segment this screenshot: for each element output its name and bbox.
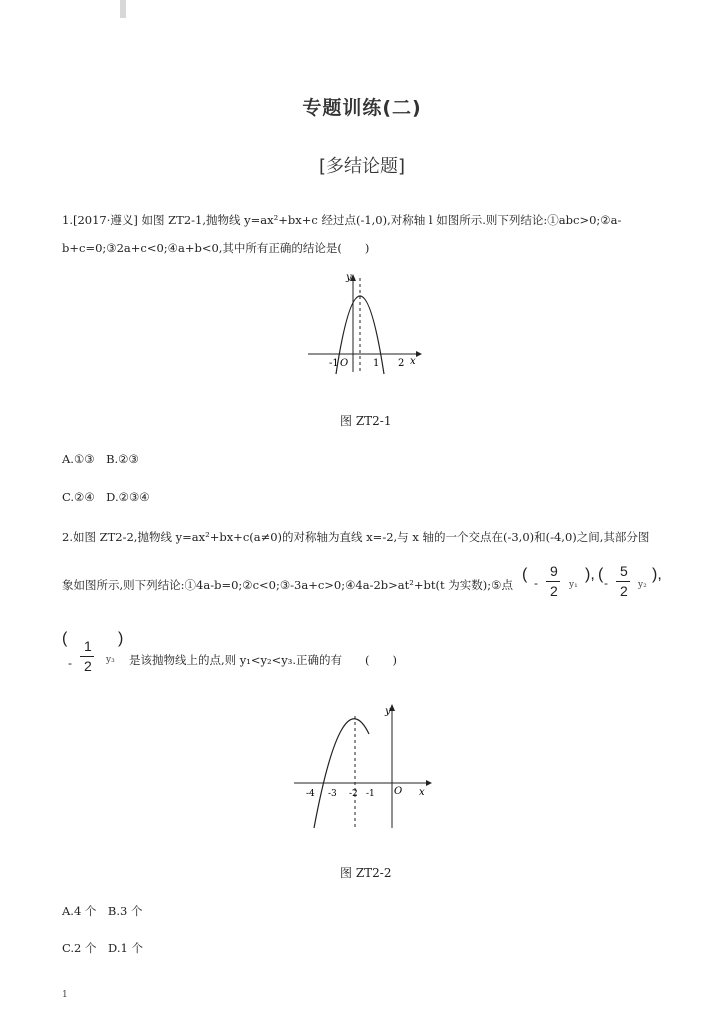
page-edge-mark	[120, 0, 126, 18]
fig1-tick-neg1: -1	[329, 358, 339, 369]
coordinate-y3: y₃	[106, 655, 115, 665]
fraction-numerator: 9	[550, 563, 558, 579]
x-axis-arrow	[416, 351, 422, 357]
fig2-tick-neg3: -3	[328, 789, 337, 799]
fraction-bar	[546, 581, 560, 582]
page-title: 专题训练(二)	[302, 97, 422, 119]
q2-line1: 2.如图 ZT2-2,抛物线 y=ax²+bx+c(a≠0)的对称轴为直线 x=-2,与 x 轴的一个交点在(-3,0)和(-4,0)之间,其部分图	[62, 530, 650, 544]
figure-zt2-2-caption: 图 ZT2-2	[340, 866, 392, 880]
fraction-bar	[616, 581, 630, 582]
fig2-tick-neg1: -1	[366, 789, 375, 799]
fraction-denominator: 2	[620, 583, 628, 599]
fig2-tick-neg4: -4	[306, 789, 315, 799]
page-number: 1	[62, 990, 68, 1000]
figure-zt2-2	[290, 696, 440, 836]
q1-choices-cd: C.②④ D.②③④	[62, 490, 150, 504]
coordinate-y1: y₁	[569, 580, 578, 590]
minus-sign: -	[604, 576, 608, 590]
fig1-origin: O	[340, 358, 349, 369]
x-axis-arrow	[426, 780, 432, 786]
fig1-y-label: y	[346, 272, 352, 283]
q2-choices-cd: C.2 个 D.1 个	[62, 941, 143, 955]
fig2-y-label: y	[385, 706, 391, 717]
paren-open: (	[522, 566, 528, 583]
figure-zt2-1-caption: 图 ZT2-1	[340, 414, 392, 428]
fraction-denominator: 2	[550, 583, 558, 599]
section-heading: [多结论题]	[318, 156, 406, 177]
fig1-tick-1: 1	[373, 358, 380, 369]
paren-open: (	[62, 630, 68, 647]
q1-choices-ab: A.①③ B.②③	[62, 452, 139, 466]
q2-line2: 象如图所示,则下列结论:①4a-b=0;②c<0;③-3a+c>0;④4a-2b>at²+bt(t 为实数);⑤点	[62, 578, 513, 592]
parabola-curve	[314, 719, 369, 828]
fig2-origin: O	[394, 786, 403, 797]
fig2-x-label: x	[419, 787, 425, 798]
fraction-denominator: 2	[84, 658, 92, 674]
paren-open: (	[598, 566, 604, 583]
q1-line2: b+c=0;③2a+c<0;④a+b<0,其中所有正确的结论是( )	[62, 241, 370, 255]
fraction-numerator: 1	[84, 638, 92, 654]
fraction-numerator: 5	[620, 563, 628, 579]
fraction-bar	[80, 656, 94, 657]
paren-close: )	[118, 630, 124, 647]
minus-sign: -	[68, 656, 72, 670]
coordinate-y2: y₂	[638, 580, 647, 590]
fig1-tick-2: 2	[398, 358, 405, 369]
fig2-tick-neg2: -2	[349, 789, 358, 799]
fig1-x-label: x	[410, 356, 416, 367]
figure-zt2-1	[300, 268, 430, 378]
paren-close: ),	[652, 566, 662, 583]
q2-choices-ab: A.4 个 B.3 个	[62, 904, 143, 918]
q2-line3: 是该抛物线上的点,则 y₁<y₂<y₃.正确的有 ( )	[129, 653, 398, 667]
paren-close: ),	[585, 566, 595, 583]
minus-sign: -	[534, 576, 538, 590]
q1-line1: 1.[2017·遵义] 如图 ZT2-1,抛物线 y=ax²+bx+c 经过点(-1,0),对称轴 l 如图所示.则下列结论:①abc>0;②a-	[62, 213, 622, 227]
